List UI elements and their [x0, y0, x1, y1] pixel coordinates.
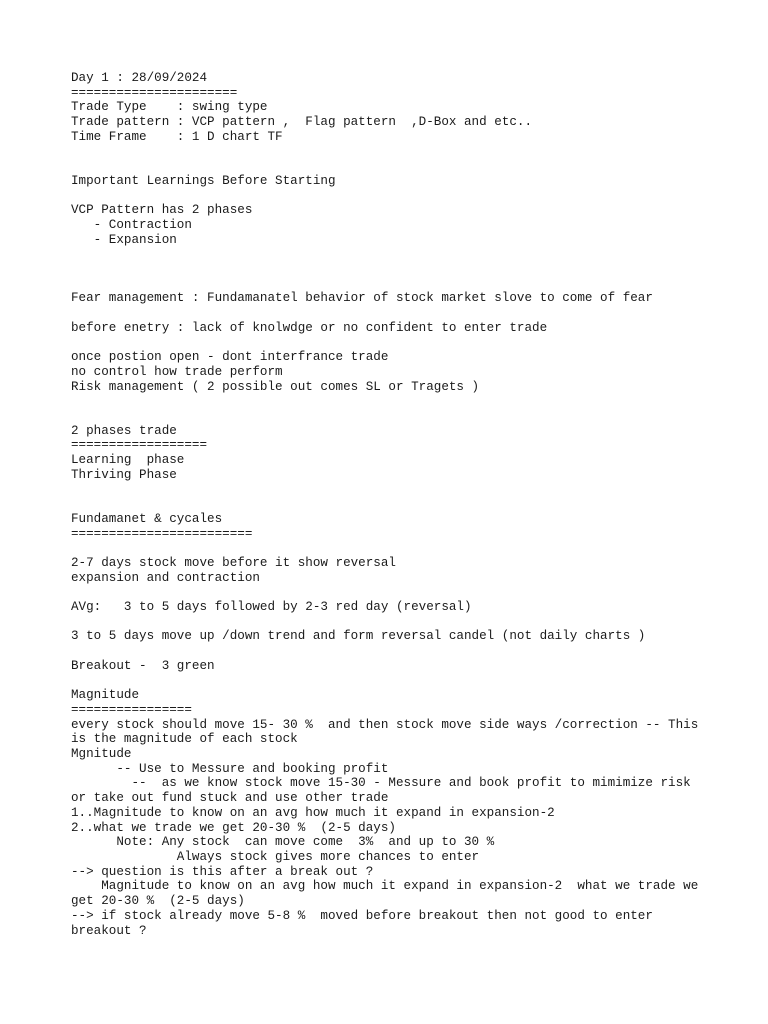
document-line: Note: Any stock can move come 3% and up to 30 %	[71, 835, 495, 850]
document-line: 2 phases trade	[71, 423, 177, 438]
document-line: - Contraction	[71, 217, 192, 232]
document-line: ======================	[71, 85, 238, 100]
document-line	[71, 306, 731, 321]
document-line	[71, 585, 731, 600]
document-line: expansion and contraction	[71, 570, 260, 585]
document-line: 2-7 days stock move before it show reversal	[71, 556, 396, 570]
document-line: -- Use to Messure and booking profit	[71, 761, 389, 776]
document-line	[71, 262, 731, 277]
document-line: Important Learnings Before Starting	[71, 173, 336, 188]
document-line: or take out fund stuck and use other trade	[71, 791, 389, 806]
document-line: ========================	[71, 526, 253, 541]
document-line	[71, 483, 731, 498]
document-line: ================	[71, 702, 192, 717]
document-line: Mgnitude	[71, 747, 132, 762]
document-line: VCP Pattern has 2 phases	[71, 203, 253, 218]
document-line: Day 1 : 28/09/2024	[71, 71, 208, 85]
document-page	[71, 71, 731, 938]
document-line	[71, 497, 731, 512]
document-line: Trade Type : swing type	[71, 100, 268, 115]
document-line: Risk management ( 2 possible out comes SL or Tragets )	[71, 379, 480, 394]
document-line: - Expansion	[71, 232, 177, 247]
document-line	[71, 644, 731, 659]
document-line: breakout ?	[71, 923, 147, 938]
document-line: -- as we know stock move 15-30 - Messure and book profit to mimimize risk	[71, 776, 691, 791]
document-line: Learning phase	[71, 453, 185, 468]
document-line	[71, 159, 731, 174]
document-line: no control how trade perform	[71, 364, 283, 379]
document-line: every stock should move 15- 30 % and then stock move side ways /correction -- This	[71, 717, 699, 732]
document-line: Fear management : Fundamanatel behavior of stock market slove to come of fear	[71, 291, 653, 306]
document-line: Time Frame : 1 D chart TF	[71, 129, 283, 144]
document-line: before enetry : lack of knolwdge or no confident to enter trade	[71, 320, 548, 335]
document-line: Breakout - 3 green	[71, 658, 215, 673]
document-line: is the magnitude of each stock	[71, 732, 298, 747]
document-line: Trade pattern : VCP pattern , Flag pattern ,D-Box and etc..	[71, 115, 533, 130]
document-line: ==================	[71, 438, 208, 453]
document-line: 2..what we trade we get 20-30 % (2-5 days)	[71, 820, 396, 835]
document-line	[71, 277, 731, 292]
document-line: --> if stock already move 5-8 % moved before breakout then not good to enter	[71, 908, 653, 923]
document-line: Magnitude to know on an avg how much it expand in expansion-2 what we trade we	[71, 879, 699, 894]
document-line	[71, 336, 731, 351]
document-line	[71, 409, 731, 424]
document-line	[71, 247, 731, 262]
document-line: once postion open - dont interfrance trade	[71, 350, 389, 365]
document-line: Magnitude	[71, 688, 140, 703]
document-line: get 20-30 % (2-5 days)	[71, 894, 245, 909]
document-line: AVg: 3 to 5 days followed by 2-3 red day (reversal)	[71, 600, 472, 615]
document-line: 1..Magnitude to know on an avg how much it expand in expansion-2	[71, 805, 555, 820]
document-line	[71, 674, 731, 689]
document-line: Always stock gives more chances to enter	[71, 850, 480, 864]
document-line	[71, 394, 731, 409]
document-line: Thriving Phase	[71, 467, 177, 482]
document-line: 3 to 5 days move up /down trend and form reversal candel (not daily charts )	[71, 629, 646, 644]
document-line: --> question is this after a break out ?	[71, 864, 374, 879]
document-line	[71, 615, 731, 630]
document-line: Fundamanet & cycales	[71, 511, 223, 526]
document-line	[71, 541, 731, 556]
document-line	[71, 189, 731, 204]
document-line	[71, 145, 731, 160]
